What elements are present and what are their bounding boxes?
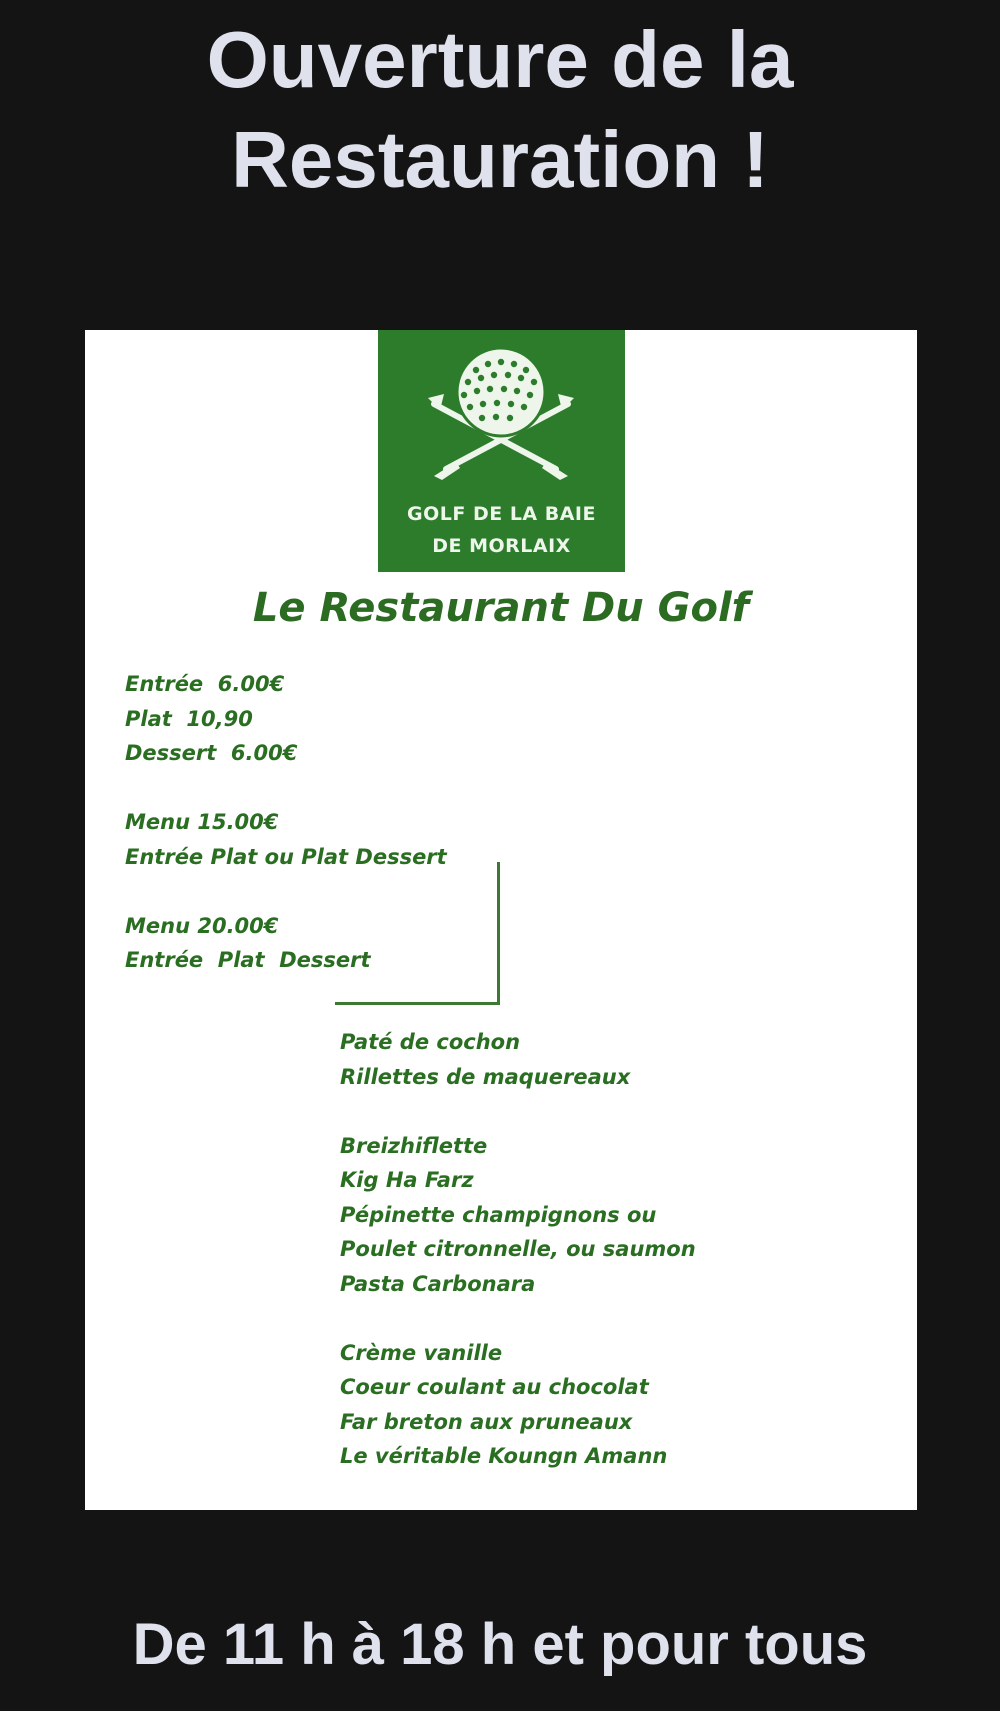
- bracket-divider-horizontal: [335, 1002, 500, 1005]
- price-line: Menu 15.00€: [125, 810, 279, 834]
- plat-item: Poulet citronnelle, ou saumon: [340, 1237, 696, 1261]
- plat-item: Kig Ha Farz: [340, 1168, 474, 1192]
- spacer: [340, 1094, 696, 1129]
- dessert-item: Le véritable Koungn Amann: [340, 1444, 668, 1468]
- restaurant-title: Le Restaurant Du Golf: [252, 585, 750, 631]
- bracket-divider-vertical: [497, 862, 500, 1005]
- menu-card: [85, 330, 917, 1510]
- headline: [0, 10, 1000, 210]
- logo-text: [378, 498, 625, 562]
- dessert-item: Coeur coulant au chocolat: [340, 1375, 649, 1399]
- plat-item: Pépinette champignons ou: [340, 1202, 657, 1227]
- dessert-item: Crème vanille: [340, 1340, 503, 1365]
- price-line: Entrée Plat Dessert: [125, 948, 371, 972]
- entree-item: Rillettes de maquereaux: [340, 1064, 631, 1089]
- logo-line-2: DE MORLAIX: [432, 535, 571, 557]
- price-line: Entrée Plat ou Plat Dessert: [125, 844, 447, 869]
- golf-ball-crossed-tees-icon: [426, 344, 576, 494]
- headline-line-2: Restauration !: [231, 115, 769, 204]
- price-line: Entrée 6.00€: [125, 672, 285, 696]
- logo-line-1: GOLF DE LA BAIE: [407, 503, 596, 525]
- price-list: [125, 667, 447, 978]
- opening-hours: De 11 h à 18 h et pour tous: [132, 1612, 868, 1677]
- price-line: Dessert 6.00€: [125, 741, 298, 765]
- golf-logo: [378, 330, 625, 572]
- price-line: Menu 20.00€: [125, 913, 279, 938]
- entree-item: Paté de cochon: [340, 1030, 521, 1054]
- headline-line-1: Ouverture de la: [206, 15, 794, 104]
- spacer: [340, 1301, 696, 1336]
- price-line: Plat 10,90: [125, 706, 253, 731]
- plat-item: Breizhiflette: [340, 1133, 488, 1158]
- dish-list: [340, 1025, 696, 1474]
- dessert-item: Far breton aux pruneaux: [340, 1409, 633, 1434]
- spacer: [125, 874, 447, 909]
- spacer: [125, 771, 447, 806]
- plat-item: Pasta Carbonara: [340, 1271, 536, 1296]
